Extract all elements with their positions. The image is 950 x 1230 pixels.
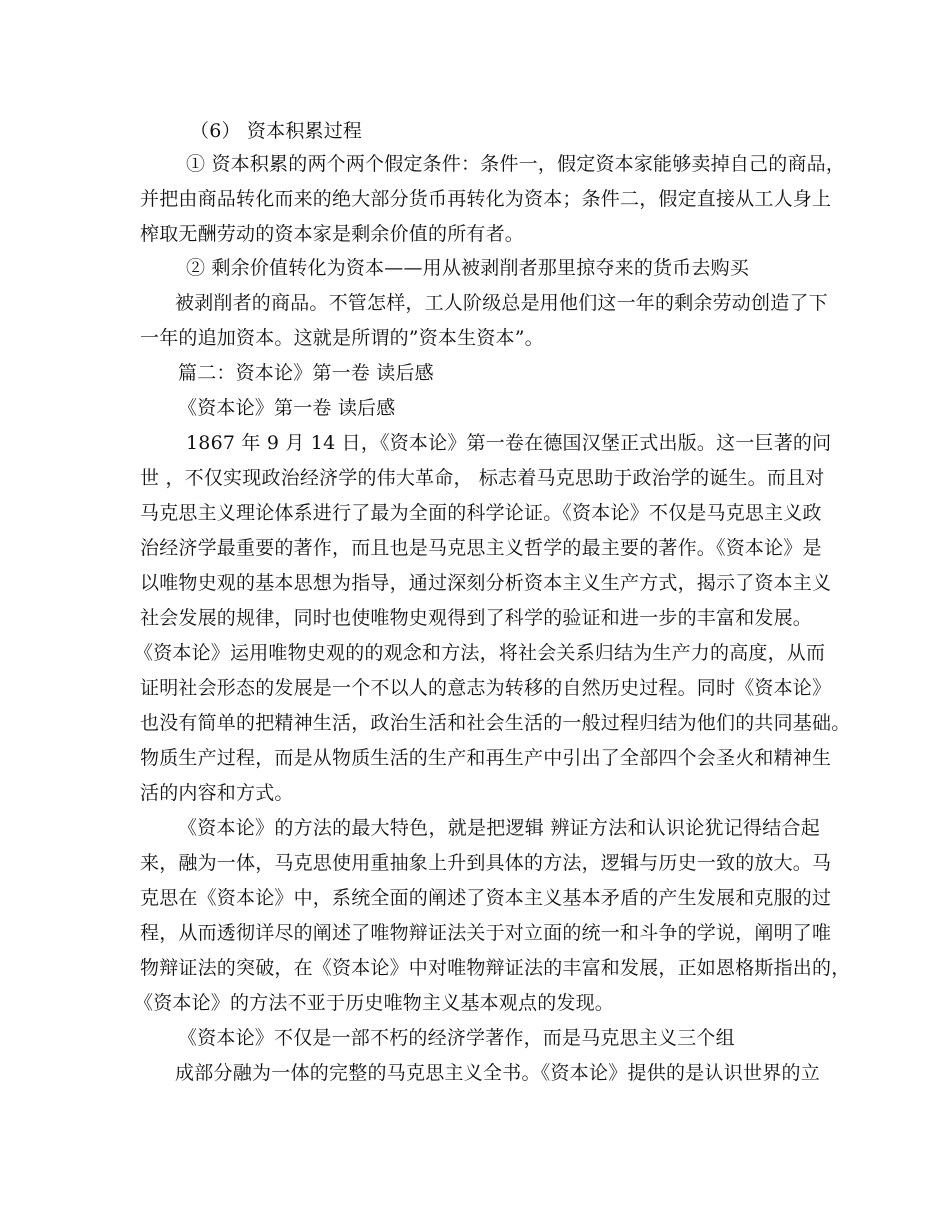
subheading: 篇二：资本论》第一卷 读后感 [178,362,434,384]
paragraph-line: 克思在《资本论》中，系统全面的阐述了资本主义基本矛盾的产生发展和克服的过 [140,887,832,909]
paragraph-line: 马克思主义理论体系进行了最为全面的科学论证。《资本论》不仅是马克思主义政 [140,502,822,524]
paragraph-line: 《资本论》的方法的最大特色，就是把逻辑 辨证方法和认识论犹记得结合起 [178,817,820,839]
paragraph-line: 世 ，不仅实现政治经济学的伟大革命， 标志着马克思助于政治学的诞生。而且对 [140,467,825,489]
paragraph-line: 被剥削者的商品。不管怎样，工人阶级总是用他们这一年的剩余劳动创造了下 [175,292,828,314]
paragraph-line: 《资本论》不仅是一部不朽的经济学著作，而是马克思主义三个组 [178,1027,735,1049]
paragraph-line: 榨取无酬劳动的资本家是剩余价值的所有者。 [140,223,525,245]
paragraph-line: 来，融为一体，马克思使用重抽象上升到具体的方法，逻辑与历史一致的放大。马 [140,852,832,874]
paragraph-line: 成部分融为一体的完整的马克思主义全书。《资本论》提供的是认识世界的立 [175,1062,820,1084]
paragraph-line: 物质生产过程，而是从物质生活的生产和再生产中引出了全部四个会圣火和精神生 [140,747,832,769]
section-heading: （6） 资本积累过程 [190,120,363,142]
paragraph-line: 物辩证法的突破，在《资本论》中对唯物辩证法的丰富和发展，正如恩格斯指出的， [140,957,851,979]
paragraph-line: 一年的追加资本。这就是所谓的”资本生资本”。 [140,327,544,349]
paragraph-line: 1867 年 9 月 14 日，《资本论》第一卷在德国汉堡正式出版。这一巨著的问 [186,432,832,454]
paragraph-line: 以唯物史观的基本思想为指导，通过深刻分析资本主义生产方式，揭示了资本主义 [140,572,832,594]
paragraph-line: 证明社会形态的发展是一个不以人的意志为转移的自然历史过程。同时《资本论》 [140,677,832,699]
paragraph-line: 活的内容和方式。 [140,782,294,804]
article-title: 《资本论》第一卷 读后感 [178,397,396,419]
paragraph-line: 程，从而透彻详尽的阐述了唯物辩证法关于对立面的统一和斗争的学说，阐明了唯 [140,922,832,944]
paragraph-line: 也没有简单的把精神生活，政治生活和社会生活的一般过程归结为他们的共同基础。 [140,712,851,734]
paragraph-line: 并把由商品转化而来的绝大部分货币再转化为资本；条件二，假定直接从工人身上 [140,188,832,210]
paragraph-line: 《资本论》的方法不亚于历史唯物主义基本观点的发现。 [134,992,615,1014]
paragraph-line: ② 剩余价值转化为资本——用从被剥削者那里掠夺来的货币去购买 [186,257,750,279]
paragraph-line: 治经济学最重要的著作，而且也是马克思主义哲学的最主要的著作。《资本论》是 [140,537,822,559]
paragraph-line: 社会发展的规律，同时也使唯物史观得到了科学的验证和进一步的丰富和发展。 [140,607,813,629]
paragraph-line: 《资本论》运用唯物史观的的观念和方法，将社会关系归结为生产力的高度，从而 [134,642,826,664]
paragraph-line: ① 资本积累的两个两个假定条件：条件一，假定资本家能够卖掉自己的商品， [186,153,846,175]
